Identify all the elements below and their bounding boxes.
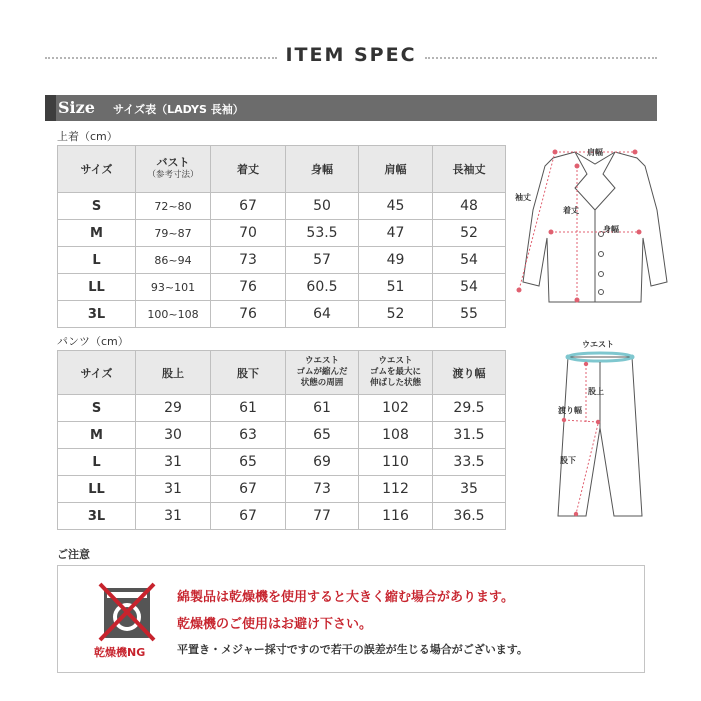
waist-point — [630, 355, 635, 360]
col-inseam: 股下 — [211, 351, 286, 395]
cell-rise: 29 — [136, 395, 211, 422]
cell-waist-stretched: 102 — [359, 395, 433, 422]
label-rise: 股上 — [588, 387, 604, 396]
col-waist-relaxed-line1: ウエスト — [304, 356, 339, 366]
cell-bust: 79~87 — [136, 220, 211, 247]
sleeve-measure-line — [519, 152, 555, 290]
title-row — [45, 42, 657, 72]
cell-sleeve: 55 — [433, 301, 506, 328]
cell-bust: 93~101 — [136, 274, 211, 301]
label-sleeve: 袖丈 — [515, 193, 531, 202]
cell-length: 70 — [211, 220, 286, 247]
col-length: 着丈 — [211, 146, 286, 193]
measure-point — [575, 298, 580, 303]
cell-size: LL — [58, 476, 136, 503]
pants-table-header — [58, 351, 506, 395]
pants-section-label: パンツ（cm） — [57, 335, 129, 348]
cell-size: M — [58, 422, 136, 449]
measure-point — [575, 164, 580, 169]
cell-thigh: 36.5 — [433, 503, 506, 530]
cell-width: 60.5 — [286, 274, 359, 301]
cell-length: 76 — [211, 274, 286, 301]
cell-thigh: 29.5 — [433, 395, 506, 422]
cell-size: S — [58, 395, 136, 422]
cell-sleeve: 54 — [433, 274, 506, 301]
title-divider-right — [425, 57, 657, 59]
waist-point — [566, 355, 571, 360]
top-table-header — [58, 146, 506, 193]
cell-inseam: 65 — [211, 449, 286, 476]
label-inseam: 股下 — [560, 456, 576, 465]
measure-point — [633, 150, 638, 155]
col-thigh: 渡り幅 — [433, 351, 506, 395]
table-row — [58, 503, 506, 530]
cell-width: 53.5 — [286, 220, 359, 247]
cell-size: 3L — [58, 503, 136, 530]
measure-point — [517, 288, 522, 293]
measure-point — [637, 230, 642, 235]
label-waist: ウエスト — [582, 340, 614, 349]
table-row — [58, 449, 506, 476]
col-sleeve: 長袖丈 — [433, 146, 506, 193]
col-waist-stretched-line2: ゴムを最大に — [369, 367, 421, 377]
cell-waist-stretched: 110 — [359, 449, 433, 476]
tumble-dryer-prohibited-icon — [96, 582, 158, 644]
size-section-bar — [45, 95, 657, 121]
cell-bust: 86~94 — [136, 247, 211, 274]
shirt-button — [599, 290, 604, 295]
cell-sleeve: 52 — [433, 220, 506, 247]
cell-waist-relaxed: 61 — [286, 395, 359, 422]
note-line-3: 平置き・メジャー採寸ですので若干の誤差が生じる場合がございます。 — [177, 643, 528, 656]
cell-shoulder: 47 — [359, 220, 433, 247]
cell-rise: 31 — [136, 476, 211, 503]
cell-rise: 31 — [136, 503, 211, 530]
cell-length: 67 — [211, 193, 286, 220]
cell-size: 3L — [58, 301, 136, 328]
table-row — [58, 301, 506, 328]
col-size: サイズ — [58, 351, 136, 395]
cell-waist-relaxed: 77 — [286, 503, 359, 530]
cell-thigh: 33.5 — [433, 449, 506, 476]
label-width: 身幅 — [603, 225, 619, 234]
col-waist-relaxed — [286, 351, 359, 395]
table-row — [58, 395, 506, 422]
table-row — [58, 422, 506, 449]
shirt-button — [599, 252, 604, 257]
cell-length: 73 — [211, 247, 286, 274]
cell-width: 57 — [286, 247, 359, 274]
size-subtitle: サイズ表（LADYS 長袖） — [113, 103, 244, 116]
cell-rise: 30 — [136, 422, 211, 449]
cell-sleeve: 54 — [433, 247, 506, 274]
cell-waist-stretched: 116 — [359, 503, 433, 530]
cell-inseam: 63 — [211, 422, 286, 449]
cell-length: 76 — [211, 301, 286, 328]
size-heading: Size — [58, 98, 95, 117]
measure-point — [584, 362, 588, 366]
cell-inseam: 67 — [211, 503, 286, 530]
col-shoulder: 肩幅 — [359, 146, 433, 193]
size-bar-accent — [45, 95, 56, 121]
label-shoulder: 肩幅 — [587, 148, 603, 157]
cell-shoulder: 52 — [359, 301, 433, 328]
table-row — [58, 220, 506, 247]
cell-bust: 72~80 — [136, 193, 211, 220]
col-rise: 股上 — [136, 351, 211, 395]
thigh-measure-line — [564, 420, 598, 422]
measure-point — [549, 230, 554, 235]
pants-measurement-diagram — [540, 338, 650, 523]
notes-label: ご注意 — [57, 548, 90, 561]
top-section-label: 上着（cm） — [57, 130, 118, 143]
col-bust-note: （参考寸法） — [147, 170, 199, 180]
cell-size: S — [58, 193, 136, 220]
measure-point — [574, 512, 578, 516]
cell-size: L — [58, 247, 136, 274]
table-row — [58, 274, 506, 301]
cell-width: 50 — [286, 193, 359, 220]
measure-point — [596, 420, 600, 424]
cell-waist-relaxed: 69 — [286, 449, 359, 476]
table-row — [58, 247, 506, 274]
cell-waist-relaxed: 65 — [286, 422, 359, 449]
pants-size-table — [57, 350, 506, 530]
col-waist-relaxed-line3: 状態の周囲 — [300, 378, 344, 388]
col-waist-stretched-line3: 伸ばした状態 — [369, 378, 421, 388]
cell-size: M — [58, 220, 136, 247]
cell-bust: 100~108 — [136, 301, 211, 328]
table-row — [58, 193, 506, 220]
col-width: 身幅 — [286, 146, 359, 193]
table-row — [58, 476, 506, 503]
cell-thigh: 31.5 — [433, 422, 506, 449]
col-waist-stretched-line1: ウエスト — [378, 356, 413, 366]
measure-point — [562, 418, 566, 422]
col-bust — [136, 146, 211, 193]
notes-box — [57, 565, 645, 673]
cell-width: 64 — [286, 301, 359, 328]
note-line-1: 綿製品は乾燥機を使用すると大きく縮む場合があります。 — [177, 590, 514, 605]
cell-size: L — [58, 449, 136, 476]
col-waist-stretched — [359, 351, 433, 395]
top-size-table — [57, 145, 506, 328]
cell-shoulder: 51 — [359, 274, 433, 301]
shirt-button — [599, 272, 604, 277]
measure-point — [553, 150, 558, 155]
col-waist-relaxed-line2: ゴムが縮んだ — [296, 367, 348, 377]
cell-waist-relaxed: 73 — [286, 476, 359, 503]
page-title: ITEM SPEC — [285, 44, 417, 66]
cell-inseam: 61 — [211, 395, 286, 422]
cell-inseam: 67 — [211, 476, 286, 503]
cell-size: LL — [58, 274, 136, 301]
col-bust-label: バスト — [156, 156, 190, 169]
label-thigh: 渡り幅 — [558, 406, 582, 415]
cell-shoulder: 49 — [359, 247, 433, 274]
label-length: 着丈 — [563, 206, 579, 215]
cell-thigh: 35 — [433, 476, 506, 503]
cell-waist-stretched: 108 — [359, 422, 433, 449]
col-size: サイズ — [58, 146, 136, 193]
cell-shoulder: 45 — [359, 193, 433, 220]
dryer-ng-label: 乾燥機NG — [94, 646, 146, 659]
inseam-measure-line — [576, 424, 598, 514]
note-line-2: 乾燥機のご使用はお避け下さい。 — [177, 617, 373, 632]
cell-sleeve: 48 — [433, 193, 506, 220]
cell-waist-stretched: 112 — [359, 476, 433, 503]
cell-rise: 31 — [136, 449, 211, 476]
shirt-collar — [575, 152, 615, 210]
shirt-measurement-diagram — [505, 140, 675, 310]
